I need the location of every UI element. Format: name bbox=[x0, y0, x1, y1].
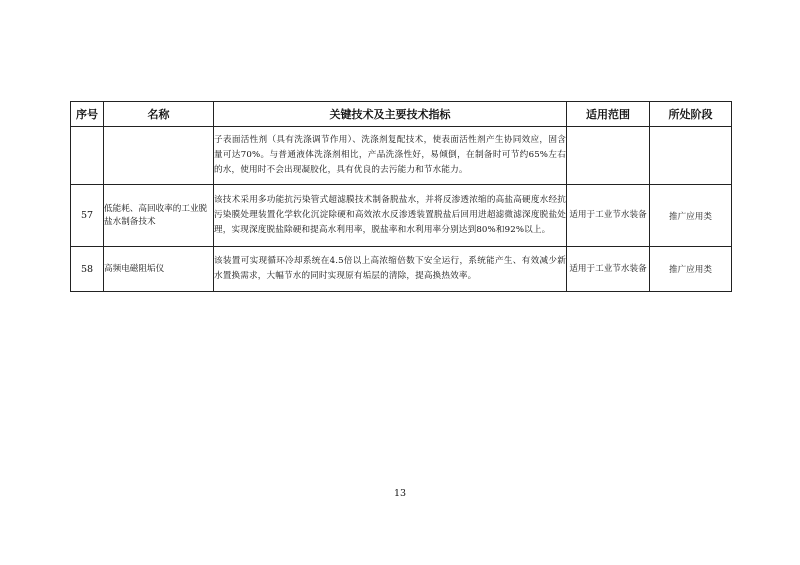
header-tech: 关键技术及主要技术指标 bbox=[214, 102, 567, 127]
row-name: 低能耗、高回收率的工业脱盐水制备技术 bbox=[104, 185, 214, 247]
row-index: 57 bbox=[71, 185, 104, 247]
header-scope: 适用范围 bbox=[567, 102, 650, 127]
header-name: 名称 bbox=[104, 102, 214, 127]
row-name bbox=[104, 127, 214, 185]
table-row bbox=[71, 127, 732, 185]
row-tech: 该技术采用多功能抗污染管式超滤膜技术制备脱盐水，并将反渗透浓缩的高盐高硬度水经抗污染膜处理装置化学软化沉淀除硬和高效浓水反渗透装置脱盐后回用进超滤微滤深度脱盐处理，实现深度脱盐除硬和提高水利用率，脱盐率和水利用率分别达到80%和92%以上。 bbox=[214, 185, 567, 247]
row-index bbox=[71, 127, 104, 185]
row-stage bbox=[650, 127, 732, 185]
header-stage: 所处阶段 bbox=[650, 102, 732, 127]
row-tech: 该装置可实现循环冷却系统在4.5倍以上高浓缩倍数下安全运行，系统能产生、有效减少新水置换需求，大幅节水的同时实现原有垢层的清除，提高换热效率。 bbox=[214, 247, 567, 292]
table-row bbox=[71, 247, 732, 292]
page-number: 13 bbox=[393, 488, 407, 499]
table-row bbox=[71, 185, 732, 247]
row-scope bbox=[567, 127, 650, 185]
row-index: 58 bbox=[71, 247, 104, 292]
row-scope: 适用于工业节水装备 bbox=[567, 185, 650, 247]
row-stage: 推广应用类 bbox=[650, 185, 732, 247]
row-tech: 子表面活性剂（具有洗涤调节作用）、洗涤剂复配技术，使表面活性剂产生协同效应，固含量可达70%。与普通液体洗涤剂相比，产品洗涤性好，易倾倒，在制备时可节约65%左右的水，使用时不会出现凝胶化，具有优良的去污能力和节水能力。 bbox=[214, 127, 567, 185]
header-index: 序号 bbox=[71, 102, 104, 127]
row-stage: 推广应用类 bbox=[650, 247, 732, 292]
technology-table bbox=[70, 101, 732, 292]
row-scope: 适用于工业节水装备 bbox=[567, 247, 650, 292]
row-name: 高频电磁阻垢仪 bbox=[104, 247, 214, 292]
table-header-row bbox=[71, 102, 732, 127]
